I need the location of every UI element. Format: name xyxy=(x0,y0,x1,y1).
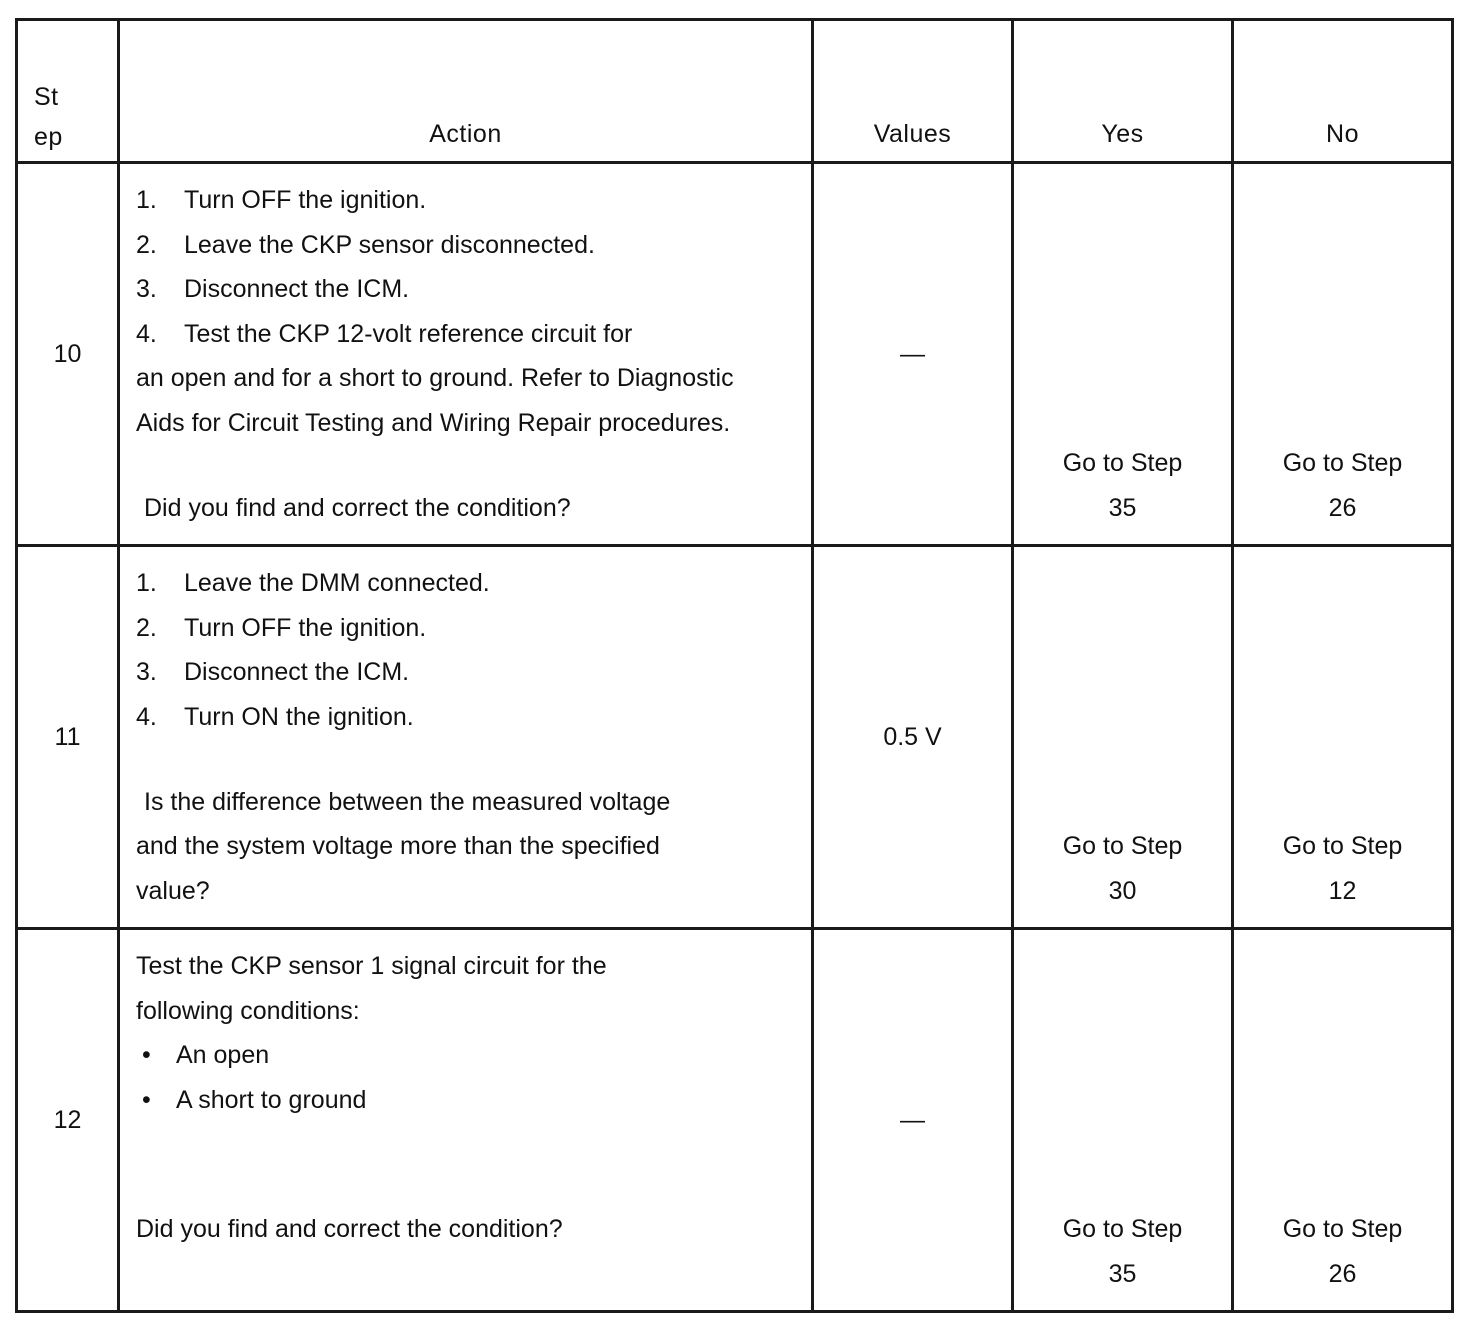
action-continuation: Aids for Circuit Testing and Wiring Repair procedures. xyxy=(136,408,731,437)
action-question: Is the difference between the measured voltage and the system voltage more than the specified value? xyxy=(136,787,671,905)
action-item: 4. Test the CKP 12-volt reference circuit for xyxy=(136,319,633,348)
header-no: No xyxy=(1233,20,1453,163)
yes-cell xyxy=(1013,929,1233,1312)
value-cell: — xyxy=(813,163,1013,546)
value-cell: 0.5 V xyxy=(813,546,1013,929)
step-number: 12 xyxy=(17,929,119,1312)
header-step: St ep xyxy=(17,20,119,163)
yes-cell xyxy=(1013,163,1233,546)
action-item: 3. Disconnect the ICM. xyxy=(136,658,410,686)
action-item: 4. Turn ON the ignition. xyxy=(136,702,414,731)
header-yes: Yes xyxy=(1013,20,1233,163)
action-intro: Test the CKP sensor 1 signal circuit for the xyxy=(136,952,607,980)
yes-goto: Go to Step 35 xyxy=(1062,449,1183,522)
action-item: 1. Leave the DMM connected. xyxy=(136,569,490,597)
action-continuation: an open and for a short to ground. Refer to Diagnostic xyxy=(136,364,734,392)
header-action: Action xyxy=(119,20,813,163)
no-cell xyxy=(1233,929,1453,1312)
value-cell: — xyxy=(813,929,1013,1312)
table-row-step-11 xyxy=(17,546,1453,929)
table-header-row xyxy=(17,20,1453,163)
yes-goto: Go to Step 30 xyxy=(1062,832,1183,905)
action-cell xyxy=(119,163,813,546)
action-cell xyxy=(119,546,813,929)
no-cell xyxy=(1233,163,1453,546)
action-intro: following conditions: xyxy=(136,996,360,1025)
no-goto: Go to Step 26 xyxy=(1282,449,1403,522)
action-question: Did you find and correct the condition? xyxy=(144,493,571,522)
action-cell xyxy=(119,929,813,1312)
action-bullet-item: • An open xyxy=(142,1041,270,1069)
step-number: 11 xyxy=(17,546,119,929)
table-row-step-10 xyxy=(17,163,1453,546)
no-goto: Go to Step 26 xyxy=(1282,1215,1403,1288)
step-number: 10 xyxy=(17,163,119,546)
action-question: Did you find and correct the condition? xyxy=(136,1215,563,1243)
header-values: Values xyxy=(813,20,1013,163)
table-row-step-12 xyxy=(17,929,1453,1312)
action-bullet-item: • A short to ground xyxy=(142,1085,367,1114)
action-item: 2. Turn OFF the ignition. xyxy=(136,613,427,642)
no-cell xyxy=(1233,546,1453,929)
no-goto: Go to Step 12 xyxy=(1282,832,1403,905)
action-item: 3. Disconnect the ICM. xyxy=(136,275,410,303)
action-item: 1. Turn OFF the ignition. xyxy=(136,186,427,214)
yes-goto: Go to Step 35 xyxy=(1062,1215,1183,1288)
action-item: 2. Leave the CKP sensor disconnected. xyxy=(136,230,595,259)
diagnostic-step-table xyxy=(15,18,1454,1313)
yes-cell xyxy=(1013,546,1233,929)
